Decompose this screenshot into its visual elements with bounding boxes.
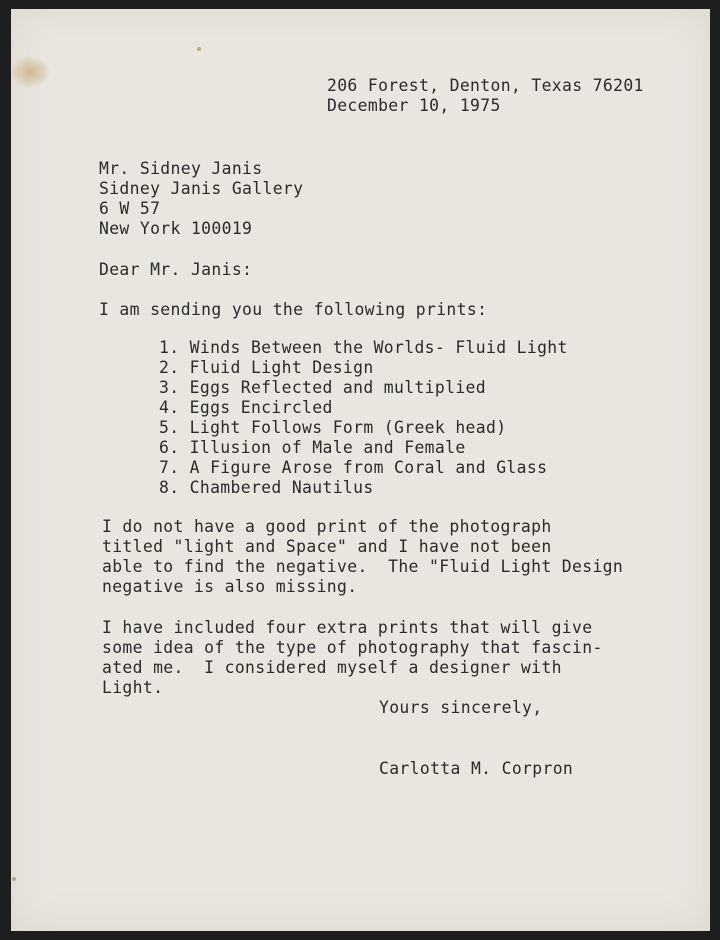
- signature-name: Carlotta M. Corpron: [379, 759, 574, 778]
- paper-speck: [12, 877, 16, 881]
- paragraph-line: some idea of the type of photography that fascin-: [102, 638, 603, 657]
- paragraph-line: able to find the negative. The "Fluid Light Design: [102, 557, 624, 576]
- intro-line: I am sending you the following prints:: [99, 300, 488, 319]
- letter-paper: [11, 9, 710, 931]
- list-item: 2. Fluid Light Design: [159, 358, 374, 377]
- list-item: 1. Winds Between the Worlds- Fluid Light: [159, 338, 568, 357]
- recipient-city: New York 100019: [99, 219, 253, 238]
- paragraph-line: Light.: [102, 678, 164, 697]
- recipient-street: 6 W 57: [99, 199, 161, 218]
- sender-address: 206 Forest, Denton, Texas 76201: [327, 76, 644, 95]
- salutation: Dear Mr. Janis:: [99, 260, 253, 279]
- letter-date: December 10, 1975: [327, 96, 501, 115]
- recipient-organization: Sidney Janis Gallery: [99, 179, 304, 198]
- closing: Yours sincerely,: [379, 698, 543, 717]
- list-item: 3. Eggs Reflected and multiplied: [159, 378, 486, 397]
- paper-stain: [11, 57, 49, 87]
- recipient-name: Mr. Sidney Janis: [99, 159, 263, 178]
- list-item: 5. Light Follows Form (Greek head): [159, 418, 507, 437]
- list-item: 8. Chambered Nautilus: [159, 478, 374, 497]
- list-item: 7. A Figure Arose from Coral and Glass: [159, 458, 548, 477]
- list-item: 6. Illusion of Male and Female: [159, 438, 466, 457]
- paper-speck: [197, 47, 201, 51]
- list-item: 4. Eggs Encircled: [159, 398, 333, 417]
- paragraph-line: I do not have a good print of the photograph: [102, 517, 552, 536]
- paragraph-line: negative is also missing.: [102, 577, 358, 596]
- paragraph-line: ated me. I considered myself a designer with: [102, 658, 562, 677]
- paragraph-line: I have included four extra prints that will give: [102, 618, 593, 637]
- paragraph-line: titled "light and Space" and I have not been: [102, 537, 552, 556]
